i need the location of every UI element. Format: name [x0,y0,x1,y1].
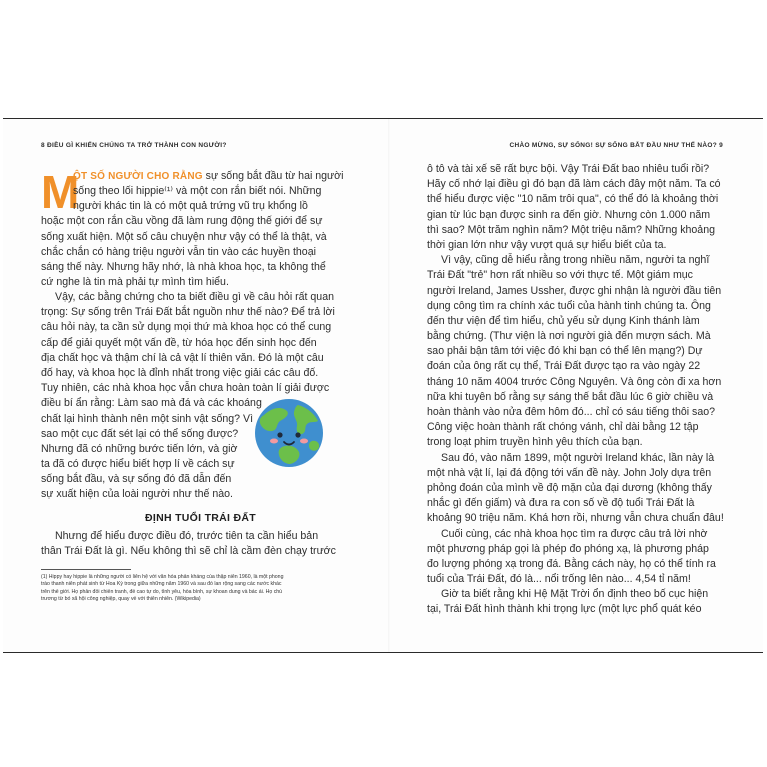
text-line: đố hay, và khoa học là đỉnh nhất trong việc giải các câu đố. [41,366,319,379]
text-line: hoặc một con rắn cầu vồng đã làm rung động thế giới để sự [41,215,323,228]
text-line: một phương pháp gọi là phép đo phóng xạ, là phương pháp [427,542,709,555]
text-line: cấp để giải quyết một vấn đề, từ hóa học đến sinh học đến [41,336,317,349]
text-line: trong loạt phim truyền hình yêu thích của bạn. [427,436,643,449]
text-line: sự xuất hiện của loài người như thế nào. [41,488,233,501]
left-paragraph-1-rest [41,184,369,290]
text-line: khoảng 90 triệu năm. Khá hơn rồi, nhưng vẫn chưa chuẩn đâu! [427,512,724,525]
text-line: câu hỏi này, ta cần sử dụng mọi thứ mà khoa học có thể cung [41,321,332,334]
text-line: sáng thế này. Nhưng hãy nhớ, là nhà khoa học, ta không thể [41,260,326,273]
left-page [3,119,387,652]
text-line [73,169,369,184]
text-line: chắc chắn có hàng triệu người vẫn tin vào các huyền thoại [41,245,316,258]
text-line: tại, Trái Đất hình thành khi trọng lực (một lực phổ quát kéo [427,603,702,616]
text-line: bằng chứng. (Thư viện là nơi người già đến mượn sách. Mà [427,330,711,343]
text-line: thân Trái Đất là gì. Nếu không thì sẽ chỉ là cầm đèn chạy trước [41,545,336,558]
text-line: Hãy cố nhớ lại điều gì đó bạn đã làm cách đây một năm. Ta có [427,178,721,191]
text-line: Vì vậy, cũng dễ hiểu rằng trong nhiều năm, người ta nghĩ [441,254,710,267]
left-running-head: 8 ĐIỀU GÌ KHIẾN CHÚNG TA TRỞ THÀNH CON NGƯỜI? [41,142,227,149]
text-line: dụng công tìm ra chính xác tuổi của hành tinh chúng ta. Ông [427,299,711,312]
text-line-content: sự sống bắt đầu từ hai người [205,170,344,182]
text-line: trọng: Sự sống trên Trái Đất bắt nguồn như thế nào? Để trả lời [41,306,335,319]
lead-in-text: ỘT SỐ NGƯỜI CHO RẰNG [73,171,203,182]
text-line: nhắc gì đến giấm) và đưa ra con số về độ tuổi Trái Đất là [427,497,695,510]
text-line: ta đã có được hiểu biết hợp lí về cách sự [41,458,235,471]
footnote-divider [41,569,131,570]
text-line: Tuy nhiên, các nhà khoa học vẫn chưa hoàn toàn lí giải được [41,382,330,395]
text-line: Trái Đất "trẻ" hơn rất nhiều so với thực tế. Một giám mục [427,269,693,282]
left-paragraph-1 [73,169,369,184]
text-line: Vậy, các bằng chứng cho ta biết điều gì về câu hỏi rất quan [55,291,334,303]
text-line: sao một cục đất sét lại có thể sống được? [41,427,239,440]
text-line: ô tô và tài xế sẽ rất bực bội. Vậy Trái Đất bao nhiêu tuổi rồi? [427,163,710,175]
text-line: đo lượng phóng xạ trong đá. Bằng cách này, họ có thể tính ra [427,557,716,570]
text-line: thì sao? Một trăm nghìn năm? Một triệu năm? Những khoảng [427,223,715,236]
footnote-line: trào thanh niên phát sinh từ Hoa Kỳ trong giữa những năm 1960 và sau đó lan rộng sang các nước khác [41,581,282,588]
text-line: phỏng đoán của mình về độ mặn của đại dương (không thấy [427,481,712,494]
text-line: sao phải bận tâm tới việc đó khi bạn có thể lên mạng?) Dự [427,345,703,358]
text-line: đoán của ông rất cụ thể, Trái Đất được tạo ra vào ngày 22 [427,360,701,373]
text-line: Cuối cùng, các nhà khoa học tìm ra được câu trả lời nhờ [441,527,708,540]
left-paragraph-3 [41,529,369,559]
text-line: tháng 10 năm 4004 trước Công Nguyên. Và ông còn đi xa hơn [427,375,722,388]
text-line: gian từ lúc bạn được sinh ra đến giờ. Nhưng còn 1.000 năm [427,208,711,221]
right-page [389,119,763,652]
text-line: Nhưng để hiểu được điều đó, trước tiên ta cần hiểu bản [55,530,319,542]
smiling-earth-icon [252,397,326,469]
text-line: Nhưng đã có những bước tiến lớn, và giờ [41,442,238,455]
text-line: sống bắt đầu, và sự sống đó đã dẫn đến [41,473,232,486]
text-line: cứ nghe là tin mà phải tự mình tìm hiểu. [41,276,229,289]
text-line: hoàn thành vào nửa đêm hôm đó... chỉ có sáu tiếng thôi sao? [427,406,716,418]
footnote [41,574,353,603]
section-heading: ĐỊNH TUỔI TRÁI ĐẤT [145,512,256,524]
text-line: người Ireland, James Ussher, được ghi nhận là người đầu tiên [427,284,722,297]
text-line: thời gian lớn như vậy vượt quá sự hiểu biết của ta. [427,238,667,251]
text-line: sống theo lối hippie⁽¹⁾ và một con rắn biết nói. Những [73,185,322,197]
drop-cap: M [41,166,80,218]
text-line: một nhà vật lí, lại đá động tới vấn đề này. John Joly dựa trên [427,466,712,479]
footnote-line: (1) Hippy hay hippie là những người có liên hệ với văn hóa phản kháng của thập niên 1960, là một phong [41,574,284,580]
text-line: thể hiểu được việc "10 năm trôi qua", có thể đó là khoảng thời [427,193,719,206]
text-line: Công việc hoàn thành rất chóng vánh, chỉ dài bằng 12 tập [427,421,699,434]
text-line: Giờ ta biết rằng khi Hệ Mặt Trời ổn định theo bố cục hiện [441,588,709,601]
footnote-line: trên thế giới. Họ phản đối chiến tranh, đề cao tự do, tình yêu, hòa bình, sự khoan dung và bác ái. Họ chủ [41,588,283,595]
text-line: chất lại hình thành nên một sinh vật sống? Vì [41,412,254,425]
text-line: địa chất học và thậm chí là cả vật lí thiên văn. Đó là một câu [41,351,324,364]
text-line: nữa khi tuyên bố rằng sự sáng thế bắt đầu lúc 6 giờ chiều và [427,390,714,403]
text-line: người khác tin là có một quả trứng vũ trụ khổng lồ [73,200,308,213]
text-line: Sau đó, vào năm 1899, một người Ireland khác, lần này là [441,451,715,464]
footnote-line: trương từ bỏ xã hội công nghiệp, quay về với thiên nhiên. (Wikipedia) [41,595,201,602]
text-line: tuổi của Trái Đất, đó là... nổi trống lên nào... 4,54 tỉ năm! [427,573,691,586]
text-line: sống xuất hiện. Một số câu chuyện như vậy có thể là thật, và [41,230,327,243]
right-page-body [427,162,749,618]
text-line: điều bí ẩn rằng: Làm sao mà đá và các khoáng [41,397,262,410]
right-running-head: CHÀO MỪNG, SỰ SỐNG! SỰ SỐNG BẮT ĐẦU NHƯ THẾ NÀO? 9 [509,142,723,149]
book-spread [3,118,763,653]
text-line: đến thư viện để tìm hiểu, chủ yếu sử dụng Kinh thánh làm [427,314,700,327]
